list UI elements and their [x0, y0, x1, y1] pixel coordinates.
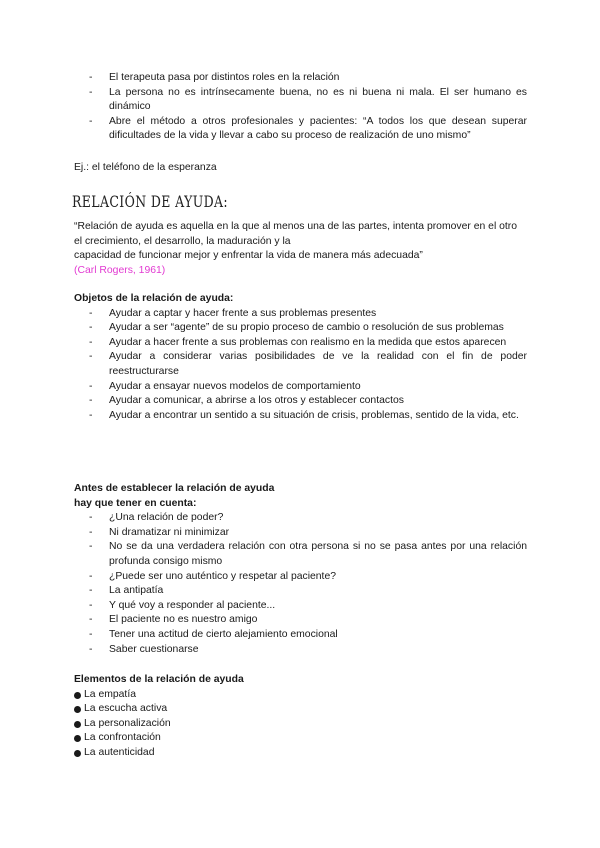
top-list	[74, 71, 527, 144]
list-item: - Ayudar a captar y hacer frente a sus problemas presentes	[89, 307, 377, 319]
list-item: - Abre el método a otros profesionales y pacientes: “A todos los que desean superar dificultades de la vida y llevar a cabo su proceso de realización de uno mismo”	[89, 115, 527, 142]
elementos-section	[74, 673, 527, 761]
elementos-title: Elementos de la relación de ayuda	[74, 674, 244, 685]
objetivos-list	[74, 307, 527, 424]
bullet-icon	[74, 735, 81, 742]
list-item: - ¿Puede ser uno auténtico y respetar al paciente?	[89, 570, 337, 582]
list-item: - Ayudar a ser “agente” de su propio proceso de cambio o resolución de sus problemas	[89, 322, 504, 334]
objetivos-section	[74, 292, 527, 423]
quote-block	[74, 220, 527, 278]
list-item: - La persona no es intrínsecamente buena, no es ni buena ni mala. El ser humano es dinámico	[89, 86, 527, 113]
list-item: - ¿Una relación de poder?	[89, 512, 224, 524]
list-item: La confrontación	[74, 731, 527, 746]
list-item: - Ayudar a considerar varias posibilidades de ve la realidad con el fin de poder reestructurarse	[89, 351, 527, 377]
bullet-icon	[74, 692, 81, 699]
list-item: La escucha activa	[74, 702, 527, 717]
list-item: - Ayudar a comunicar, a abrirse a los otros y establecer contactos	[89, 395, 404, 407]
list-item: - Ayudar a ensayar nuevos modelos de comportamiento	[89, 380, 361, 392]
list-item: La empatía	[74, 688, 527, 703]
quote-citation: (Carl Rogers, 1961)	[74, 264, 166, 276]
example-text: Ej.: el teléfono de la esperanza	[74, 162, 217, 173]
list-item: - La antipatía	[89, 585, 164, 597]
antes-section	[74, 482, 527, 657]
antes-title: Antes de establecer la relación de ayuda hay que tener en cuenta:	[74, 483, 275, 509]
elementos-list	[74, 688, 527, 761]
list-item: - El terapeuta pasa por distintos roles en la relación	[89, 72, 340, 83]
example-block	[74, 161, 527, 176]
objetivos-title: Objetos de la relación de ayuda:	[74, 293, 234, 304]
list-item: - El paciente no es nuestro amigo	[89, 614, 258, 626]
list-item: - Ni dramatizar ni minimizar	[89, 526, 230, 538]
top-list-block	[74, 71, 527, 144]
list-item: - Saber cuestionarse	[89, 643, 199, 655]
list-item: - Y qué voy a responder al paciente...	[89, 599, 276, 611]
list-item: - Tener una actitud de cierto alejamiento emocional	[89, 628, 338, 640]
quote-text: “Relación de ayuda es aquella en la que al menos una de las partes, intenta promover en el otro el crecimiento, el desarrollo, la maduración y la capacidad de funcionar mejor y enfrentar la vida de manera más adecuada”	[74, 221, 518, 262]
list-item: La autenticidad	[74, 746, 527, 761]
antes-list	[74, 511, 527, 657]
list-item: - Ayudar a encontrar un sentido a su situación de crisis, problemas, sentido de la vida, etc.	[89, 409, 519, 421]
list-item: - No se da una verdadera relación con otra persona si no se pasa antes por una relación profunda consigo mismo	[89, 541, 527, 567]
bullet-icon	[74, 706, 81, 713]
list-item: - Ayudar a hacer frente a sus problemas con realismo en la medida que estos aparecen	[89, 336, 507, 348]
bullet-icon	[74, 750, 81, 757]
bullet-icon	[74, 721, 81, 728]
list-item: La personalización	[74, 717, 527, 732]
section-title: RELACIÓN DE AYUDA:	[72, 192, 228, 211]
